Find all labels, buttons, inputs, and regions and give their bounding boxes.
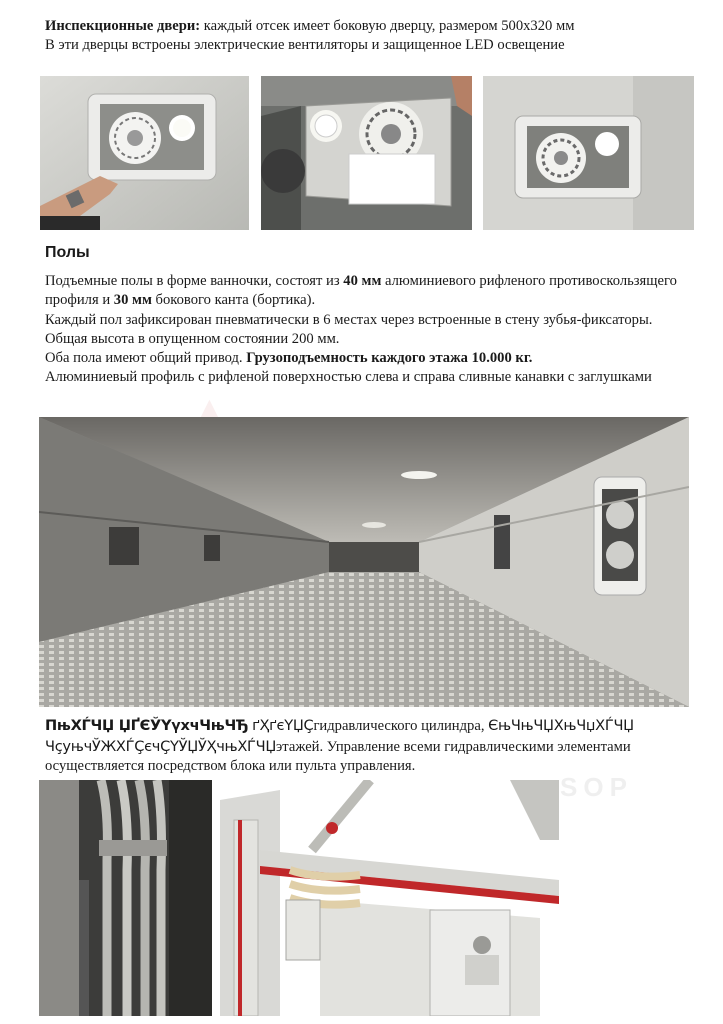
floors-p1-e: бокового канта (бортика).	[151, 292, 316, 309]
lift-garbled-2: ЄњЧњЧЏХњЧџХЃЧЏ	[488, 717, 634, 734]
trailer-interior-photo	[39, 417, 689, 707]
intro-lead: Инспекционные двери:	[45, 18, 201, 34]
floors-p3-a: Оба пола имеют общий привод.	[45, 350, 247, 367]
floors-p1-c: алюминиевого рифленого противоскользящего профиля и	[45, 273, 677, 309]
intro-line2: В эти дверцы встроены электрические вентиляторы и защищенное LED освещение	[45, 37, 565, 53]
lift-garbled-3: ЧҫуњчЎЖХЃҪєчҪҮЎЏЎҲчњХЃЧЏ	[45, 737, 277, 755]
floors-p4: Алюминиевый профиль с рифленой поверхностью слева и справа сливные канавки с заглушками	[45, 369, 652, 386]
watermark-text: SOP	[560, 772, 633, 802]
floors-p1-b: 40 мм	[343, 273, 382, 289]
floors-p3	[45, 349, 695, 368]
lift-cables-photo	[39, 780, 212, 1016]
intro-line1: каждый отсек имеет боковую дверцу, размером 500х320 мм	[200, 18, 575, 34]
floors-p1	[45, 272, 695, 311]
lift-paragraph	[45, 716, 695, 777]
inspection-door-photo-closed	[483, 76, 694, 230]
floors-paragraph	[45, 272, 695, 388]
floors-title: Полы	[45, 244, 90, 261]
floors-p1-a: Подъемные полы в форме ванночки, состоят из	[45, 273, 344, 289]
inspection-door-photo-hand	[40, 76, 249, 230]
floors-p2: Каждый пол зафиксирован пневматически в 6 местах через встроенные в стену зубья-фиксаторы. Общая высота в опущенном состоянии 200 мм.	[45, 311, 653, 347]
lift-text-2: этажей. Управление всеми гидравлическими элементами осуществляется посредством блока или пульта управления.	[45, 738, 631, 774]
lift-garbled-1: ґҲґєҮЏҪ	[252, 717, 314, 734]
floors-p1-d: 30 мм	[113, 292, 152, 309]
inspection-door-photo-open	[261, 76, 472, 230]
floors-p3-b: Грузоподъемность каждого этажа 10.000 кг.	[246, 350, 533, 367]
lift-garbled-bold: ПњХЃЧЏ ЏҐЄЎҮүхчЧњЧЂ	[45, 717, 249, 734]
hydraulic-cylinder-render	[220, 780, 559, 1016]
intro-paragraph	[45, 17, 715, 55]
lift-text-1: гидравлического цилиндра,	[313, 718, 489, 734]
